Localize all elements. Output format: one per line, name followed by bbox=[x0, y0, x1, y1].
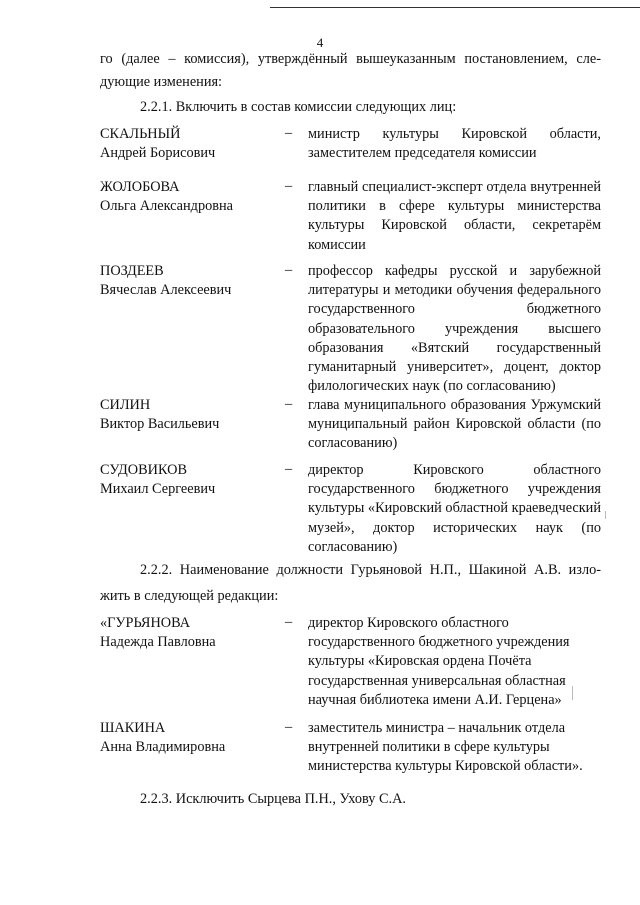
person-surname: «ГУРЬЯНОВА bbox=[100, 615, 191, 631]
dash: – bbox=[285, 262, 293, 278]
dash: – bbox=[285, 461, 293, 477]
member-given-name: Андрей Борисович bbox=[100, 145, 216, 161]
person-description: заместитель министра – начальник отдела внутренней политики в сфере культуры министерства культуры Кировской области». bbox=[308, 720, 583, 775]
dash: – bbox=[285, 719, 293, 735]
scan-mark bbox=[572, 686, 573, 700]
dash: – bbox=[285, 614, 293, 630]
member-name bbox=[100, 396, 219, 434]
dash: – bbox=[285, 396, 293, 412]
member-surname: СУДОВИКОВ bbox=[100, 462, 188, 478]
section-2-2-2-line-1: 2.2.2. Наименование должности Гурьяновой Н.П., Шакиной А.В. изло- bbox=[140, 562, 601, 578]
dash: – bbox=[285, 178, 293, 194]
member-name bbox=[100, 125, 215, 163]
member-description: профессор кафедры русской и зарубежной литературы и методики обучения федерального государственного бюджетного образовательного учреждения высшего образования «Вятский государственный гуманитарный университет», доцент, доктор филологических наук (по согласованию) bbox=[308, 263, 601, 395]
intro-line-2: дующие изменения: bbox=[100, 74, 223, 90]
top-rule bbox=[270, 7, 640, 8]
member-name bbox=[100, 178, 233, 216]
person-surname: ШАКИНА bbox=[100, 720, 166, 736]
member-given-name: Ольга Александровна bbox=[100, 198, 233, 214]
member-given-name: Виктор Васильевич bbox=[100, 416, 220, 432]
member-surname: ЖОЛОБОВА bbox=[100, 179, 180, 195]
person-description: директор Кировского областного государственного бюджетного учреждения культуры «Кировская ордена Почёта государственная универсальная областная научная библиотека имени А.И. Герцена» bbox=[308, 615, 570, 708]
person-given-name: Надежда Павловна bbox=[100, 634, 216, 650]
member-surname: СИЛИН bbox=[100, 397, 151, 413]
member-description: главный специалист-эксперт отдела внутренней политики в сфере культуры министерства культуры Кировской области, секретарём комиссии bbox=[308, 179, 601, 253]
person-name bbox=[100, 719, 225, 757]
member-description: директор Кировского областного государственного бюджетного учреждения культуры «Кировский областной краеведческий музей», доктор исторических наук (по согласованию) bbox=[308, 462, 601, 555]
section-2-2-2-line-2: жить в следующей редакции: bbox=[100, 588, 279, 604]
member-description: глава муниципального образования Уржумский муниципальный район Кировской области (по согласованию) bbox=[308, 397, 601, 452]
scan-mark bbox=[605, 511, 606, 519]
member-given-name: Вячеслав Алексеевич bbox=[100, 282, 232, 298]
section-2-2-1: 2.2.1. Включить в состав комиссии следующих лиц: bbox=[140, 99, 457, 115]
member-name bbox=[100, 461, 215, 499]
member-given-name: Михаил Сергеевич bbox=[100, 481, 216, 497]
person-given-name: Анна Владимировна bbox=[100, 739, 226, 755]
member-name bbox=[100, 262, 231, 300]
section-2-2-3: 2.2.3. Исключить Сырцева П.Н., Ухову С.А. bbox=[140, 791, 406, 807]
dash: – bbox=[285, 125, 293, 141]
intro-line-1: го (далее – комиссия), утверждённый вышеуказанным постановлением, сле- bbox=[100, 51, 601, 67]
member-surname: СКАЛЬНЫЙ bbox=[100, 126, 181, 142]
page-number: 4 bbox=[316, 35, 324, 50]
person-name bbox=[100, 614, 216, 652]
member-description: министр культуры Кировской области, заместителем председателя комиссии bbox=[308, 126, 601, 162]
member-surname: ПОЗДЕЕВ bbox=[100, 263, 164, 279]
